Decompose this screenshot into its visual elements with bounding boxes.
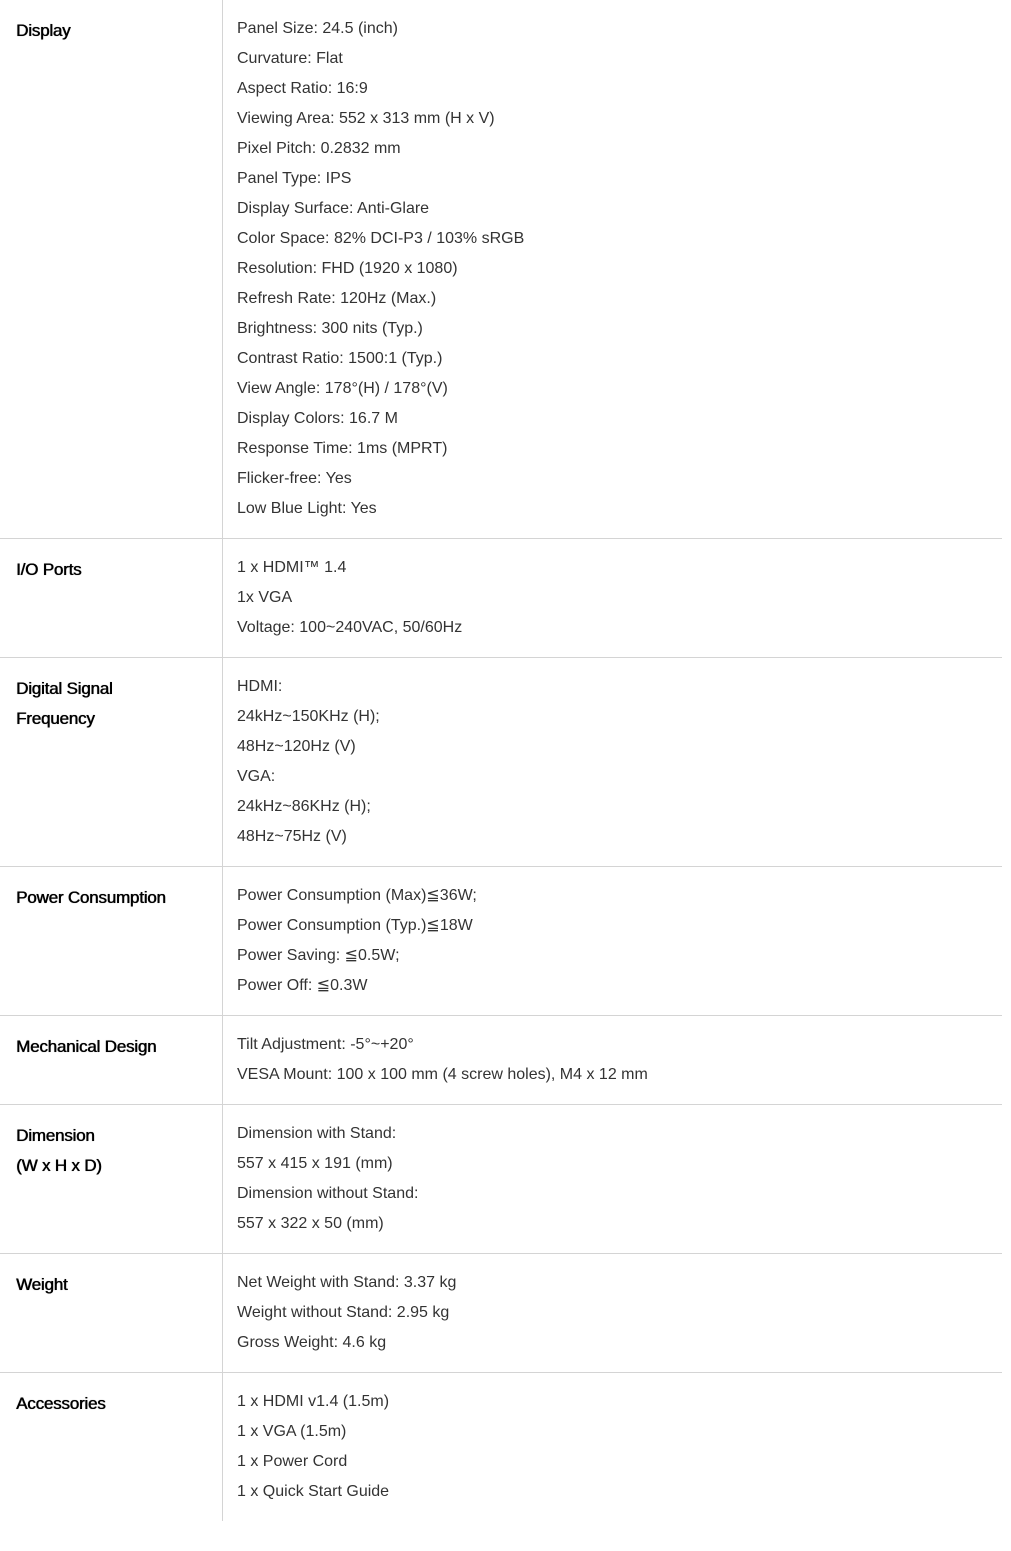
spec-label-line: Mechanical Design: [16, 1037, 157, 1056]
spec-values: [223, 1373, 1002, 1521]
spec-row: [0, 539, 1002, 658]
spec-values: [223, 539, 1002, 657]
spec-label-line: Power Consumption: [16, 888, 166, 907]
spec-row: [0, 1254, 1002, 1373]
spec-value-line: HDMI:: [237, 678, 283, 695]
spec-label: [0, 0, 223, 538]
spec-value-line: 1 x HDMI™ 1.4: [237, 559, 347, 576]
spec-value-line: Refresh Rate: 120Hz (Max.): [237, 290, 437, 307]
spec-values: [223, 1254, 1002, 1372]
spec-value-line: Display Surface: Anti-Glare: [237, 200, 430, 217]
spec-value-line: VGA:: [237, 768, 276, 785]
spec-value-line: Viewing Area: 552 x 313 mm (H x V): [237, 110, 495, 127]
spec-value-line: 1 x Quick Start Guide: [237, 1483, 390, 1500]
spec-value-line: 48Hz~75Hz (V): [237, 828, 347, 845]
spec-values: [223, 867, 1002, 1015]
spec-value-line: Resolution: FHD (1920 x 1080): [237, 260, 458, 277]
spec-values: [223, 0, 1002, 538]
spec-label-line: Display: [16, 21, 71, 40]
spec-label-line: Digital Signal: [16, 679, 113, 698]
spec-value-line: Display Colors: 16.7 M: [237, 410, 398, 427]
spec-value-line: 1 x HDMI v1.4 (1.5m): [237, 1393, 390, 1410]
spec-row: [0, 1105, 1002, 1254]
spec-row: [0, 1373, 1002, 1521]
spec-value-line: Dimension without Stand:: [237, 1185, 419, 1202]
spec-label-line: Frequency: [16, 709, 95, 728]
spec-value-line: Contrast Ratio: 1500:1 (Typ.): [237, 350, 443, 367]
spec-value-line: Power Consumption (Max)≦36W;: [237, 887, 477, 904]
spec-value-line: Dimension with Stand:: [237, 1125, 397, 1142]
spec-label-line: Accessories: [16, 1394, 106, 1413]
spec-label: [0, 658, 223, 866]
spec-value-line: Low Blue Light: Yes: [237, 500, 377, 517]
spec-value-line: 48Hz~120Hz (V): [237, 738, 356, 755]
spec-row: [0, 658, 1002, 867]
spec-value-line: 24kHz~86KHz (H);: [237, 798, 371, 815]
spec-value-line: Pixel Pitch: 0.2832 mm: [237, 140, 401, 157]
spec-value-line: Response Time: 1ms (MPRT): [237, 440, 448, 457]
spec-value-line: Tilt Adjustment: -5°~+20°: [237, 1036, 414, 1053]
spec-label-line: I/O Ports: [16, 560, 82, 579]
spec-row: [0, 1016, 1002, 1105]
spec-label-line: Weight: [16, 1275, 68, 1294]
spec-value-line: Panel Type: IPS: [237, 170, 352, 187]
spec-value-line: Voltage: 100~240VAC, 50/60Hz: [237, 619, 463, 636]
spec-row: [0, 0, 1002, 539]
spec-value-line: 1x VGA: [237, 589, 293, 606]
spec-value-line: Weight without Stand: 2.95 kg: [237, 1304, 450, 1321]
spec-label: [0, 867, 223, 1015]
spec-value-line: 557 x 415 x 191 (mm): [237, 1155, 393, 1172]
spec-value-line: Power Saving: ≦0.5W;: [237, 947, 400, 964]
spec-label: [0, 1254, 223, 1372]
spec-label: [0, 1373, 223, 1521]
spec-label-line: Dimension: [16, 1126, 95, 1145]
spec-values: [223, 1016, 1002, 1104]
spec-value-line: Flicker-free: Yes: [237, 470, 352, 487]
spec-label-line: (W x H x D): [16, 1156, 102, 1175]
spec-value-line: 1 x Power Cord: [237, 1453, 348, 1470]
spec-value-line: 557 x 322 x 50 (mm): [237, 1215, 384, 1232]
spec-label: [0, 1016, 223, 1104]
spec-value-line: Brightness: 300 nits (Typ.): [237, 320, 423, 337]
spec-value-line: Aspect Ratio: 16:9: [237, 80, 368, 97]
spec-values: [223, 1105, 1002, 1253]
spec-label: [0, 1105, 223, 1253]
spec-value-line: Panel Size: 24.5 (inch): [237, 20, 398, 37]
spec-values: [223, 658, 1002, 866]
spec-label: [0, 539, 223, 657]
spec-value-line: 24kHz~150KHz (H);: [237, 708, 380, 725]
spec-value-line: VESA Mount: 100 x 100 mm (4 screw holes), M4 x 12 mm: [237, 1066, 648, 1083]
spec-value-line: Color Space: 82% DCI-P3 / 103% sRGB: [237, 230, 525, 247]
spec-value-line: Net Weight with Stand: 3.37 kg: [237, 1274, 457, 1291]
spec-value-line: Gross Weight: 4.6 kg: [237, 1334, 387, 1351]
spec-value-line: Power Off: ≦0.3W: [237, 977, 368, 994]
spec-value-line: Curvature: Flat: [237, 50, 343, 67]
spec-value-line: View Angle: 178°(H) / 178°(V): [237, 380, 448, 397]
spec-value-line: 1 x VGA (1.5m): [237, 1423, 347, 1440]
spec-row: [0, 867, 1002, 1016]
spec-value-line: Power Consumption (Typ.)≦18W: [237, 917, 473, 934]
